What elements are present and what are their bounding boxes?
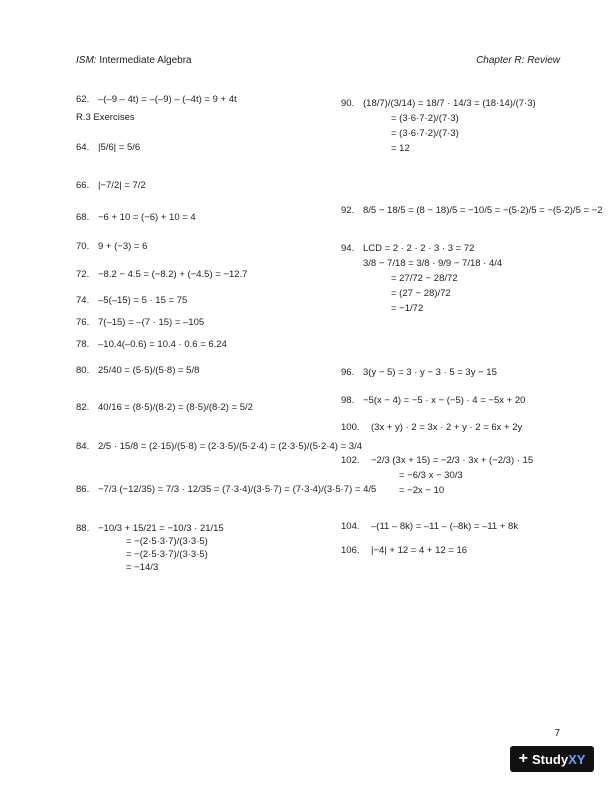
solution-line: –(11 – 8k) = –11 – (–8k) = –11 + 8k — [371, 521, 519, 532]
solution-line: = (3·6·7·2)/(7·3) — [391, 113, 459, 124]
studyxy-logo: + Study XY — [510, 746, 594, 772]
solution-line: −7/3 (−12/35) = 7/3 · 12/35 = (7·3·4)/(3·5·7) = (7·3·4)/(3·5·7) = 4/5 — [98, 484, 377, 495]
problem-number: 76. — [76, 317, 90, 328]
problem-number: 102. — [341, 455, 360, 466]
problem-number: 104. — [341, 521, 360, 532]
problem-number: 78. — [76, 339, 90, 350]
problem-number: 64. — [76, 142, 90, 153]
solution-line: (18/7)/(3/14) = 18/7 · 14/3 = (18·14)/(7·3) — [363, 98, 536, 109]
solution-line: = 12 — [391, 143, 410, 154]
solution-line: 3/8 − 7/18 = 3/8 · 9/9 − 7/18 · 4/4 — [363, 258, 503, 269]
problem-number: 82. — [76, 402, 90, 413]
solution-line: −5(x − 4) = −5 · x − (−5) · 4 = −5x + 20 — [363, 395, 526, 406]
problem-number: 62. — [76, 94, 90, 105]
solution-line: –(–9 – 4t) = –(–9) – (–4t) = 9 + 4t — [98, 94, 237, 105]
problem-number: 86. — [76, 484, 90, 495]
solution-line: = −(2·5·3·7)/(3·3·5) — [126, 549, 208, 560]
solution-line: 2/5 · 15/8 = (2·15)/(5·8) = (2·3·5)/(5·2·4) = (2·3·5)/(5·2·4) = 3/4 — [98, 441, 362, 452]
problem-number: 74. — [76, 295, 90, 306]
problem-number: 92. — [341, 205, 355, 216]
solution-line: –10.4(–0.6) = 10.4 · 0.6 = 6.24 — [98, 339, 227, 350]
problem-number: 66. — [76, 180, 90, 191]
section-label: R.3 Exercises — [76, 112, 135, 123]
problem-number: 68. — [76, 212, 90, 223]
solution-line: 9 + (−3) = 6 — [98, 241, 148, 252]
problem-number: 70. — [76, 241, 90, 252]
chapter-title: Chapter R: Review — [476, 55, 560, 66]
solution-line: = (27 − 28)/72 — [391, 288, 451, 299]
problem-number: 96. — [341, 367, 355, 378]
problem-number: 100. — [341, 422, 360, 433]
problem-number: 106. — [341, 545, 360, 556]
solution-line: –5(–15) = 5 · 15 = 75 — [98, 295, 188, 306]
solution-line: −6 + 10 = (−6) + 10 = 4 — [98, 212, 196, 223]
problem-number: 94. — [341, 243, 355, 254]
problem-number: 80. — [76, 365, 90, 376]
problem-number: 88. — [76, 523, 90, 534]
solution-line: 25/40 = (5·5)/(5·8) = 5/8 — [98, 365, 200, 376]
solution-line: LCD = 2 · 2 · 2 · 3 · 3 = 72 — [363, 243, 475, 254]
solution-line: = (3·6·7·2)/(7·3) — [391, 128, 459, 139]
problem-number: 84. — [76, 441, 90, 452]
solution-line: = −(2·5·3·7)/(3·3·5) — [126, 536, 208, 547]
page-number: 7 — [554, 728, 560, 739]
solution-line: |5/6| = 5/6 — [98, 142, 141, 153]
solution-line: −8.2 − 4.5 = (−8.2) + (−4.5) = −12.7 — [98, 269, 248, 280]
solution-line: |−4| + 12 = 4 + 12 = 16 — [371, 545, 468, 556]
solution-line: −2/3 (3x + 15) = −2/3 · 3x + (−2/3) · 15 — [371, 455, 534, 466]
solution-line: = −2x − 10 — [399, 485, 445, 496]
solution-line: 40/16 = (8·5)/(8·2) = (8·5)/(8·2) = 5/2 — [98, 402, 253, 413]
solution-line: = −1/72 — [391, 303, 424, 314]
solution-line: |−7/2| = 7/2 — [98, 180, 146, 191]
solution-line: 8/5 − 18/5 = (8 − 18)/5 = −10/5 = −(5·2)/5 = −(5·2)/5 = −2 — [363, 205, 603, 216]
solution-line: = 27/72 − 28/72 — [391, 273, 458, 284]
solution-line: 7(–15) = –(7 · 15) = –105 — [98, 317, 205, 328]
problem-number: 72. — [76, 269, 90, 280]
book-title: ISM: Intermediate Algebra — [76, 55, 192, 66]
solution-line: 3(y − 5) = 3 · y − 3 · 5 = 3y − 15 — [363, 367, 497, 378]
solution-line: = −14/3 — [126, 562, 159, 573]
solution-line: = −6/3 x − 30/3 — [399, 470, 463, 481]
problem-number: 98. — [341, 395, 355, 406]
solution-line: −10/3 + 15/21 = −10/3 · 21/15 — [98, 523, 224, 534]
solution-line: (3x + y) · 2 = 3x · 2 + y · 2 = 6x + 2y — [371, 422, 523, 433]
problem-number: 90. — [341, 98, 355, 109]
